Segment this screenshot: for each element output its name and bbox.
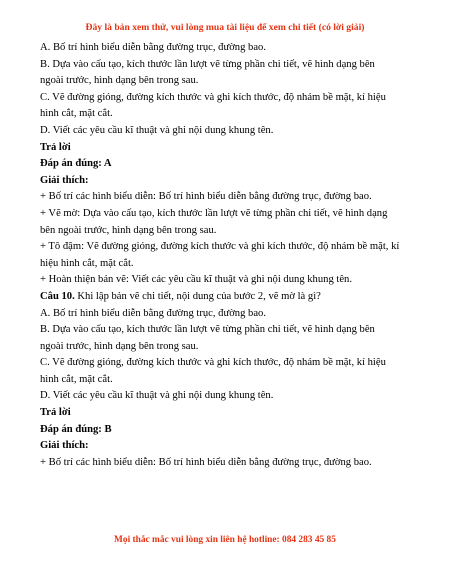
text-line [40,289,418,306]
text-line: hiệu hình cắt, mặt cắt. [40,257,134,269]
text-line: hình cắt, mặt cắt. [40,373,113,385]
text-line: bên ngoài trước, hình dạng bên trong sau. [40,224,217,236]
text-line: ngoài trước, hình dạng bên trong sau. [40,340,199,352]
text-line: B. Dựa vào cấu tạo, kích thước lần lượt vẽ từng phần chi tiết, vẽ hình dạng bên [40,58,375,70]
section-heading: Giải thích: [40,440,89,452]
text-line: C. Vẽ đường gióng, đường kích thước và ghi kích thước, độ nhám bề mặt, kí hiệu [40,91,386,103]
text-line: hình cắt, mặt cắt. [40,108,113,120]
text-line: B. Dựa vào cấu tạo, kích thước lần lượt vẽ từng phần chi tiết, vẽ hình dạng bên [40,324,375,336]
text-line: A. Bố trí hình biểu diễn bằng đường trục, đường bao. [40,307,266,319]
question-text: Khi lập bản vẽ chi tiết, nội dung của bước 2, vẽ mờ là gì? [74,290,321,302]
text-line: + Bố trí các hình biểu diễn: Bố trí hình biểu diễn bằng đường trục, đường bao. [40,456,372,468]
text-line: + Bố trí các hình biểu diễn: Bố trí hình biểu diễn bằng đường trục, đường bao. [40,191,372,203]
preview-banner: Đây là bản xem thử, vui lòng mua tài liệu để xem chi tiết (có lời giải) [85,22,365,33]
text-line: + Vẽ mờ: Dựa vào cấu tạo, kích thước lần lượt vẽ từng phần chi tiết, vẽ hình dạng [40,207,388,219]
question-label: Câu 10. [40,290,75,302]
text-line: C. Vẽ đường gióng, đường kích thước và ghi kích thước, độ nhám bề mặt, kí hiệu [40,357,386,369]
section-heading: Trả lời [40,407,71,419]
text-line: + Hoàn thiện bản vẽ: Viết các yêu cầu kĩ thuật và ghi nội dung khung tên. [40,274,352,286]
text-line: D. Viết các yêu cầu kĩ thuật và ghi nội dung khung tên. [40,390,274,402]
text-line: ngoài trước, hình dạng bên trong sau. [40,75,199,87]
text-line: A. Bố trí hình biểu diễn bằng đường trục, đường bao. [40,42,266,53]
section-heading: Đáp án đúng: B [40,423,112,435]
section-heading: Trả lời [40,141,71,153]
hotline-footer: Mọi thắc mắc vui lòng xin liên hệ hotline: 084 283 45 85 [114,535,336,545]
document-body [40,40,418,471]
section-heading: Đáp án đúng: A [40,158,112,170]
section-heading: Giải thích: [40,174,89,186]
text-line: + Tô đậm: Vẽ đường gióng, đường kích thước và ghi kích thước, độ nhám bề mặt, kí [40,241,400,253]
text-line: D. Viết các yêu cầu kĩ thuật và ghi nội dung khung tên. [40,124,274,136]
